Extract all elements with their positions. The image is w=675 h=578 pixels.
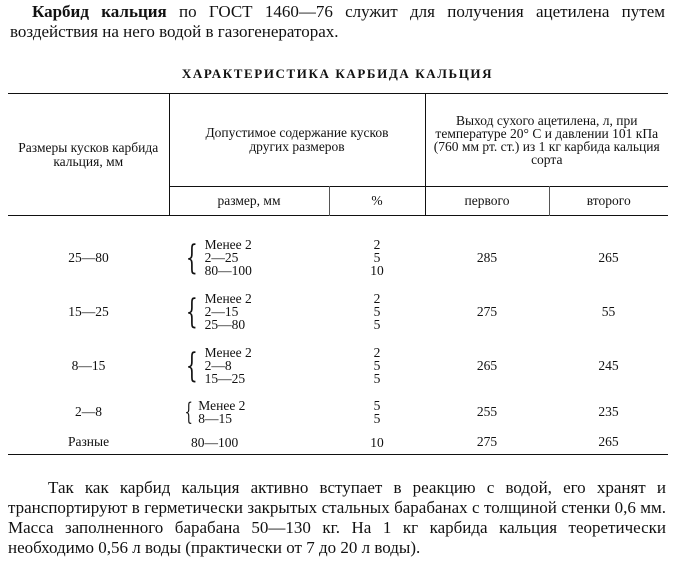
header-second: второго [549, 187, 668, 216]
table-row [8, 431, 668, 455]
intro-paragraph [10, 2, 665, 42]
pct-value: 10 [370, 263, 384, 278]
list-item: Менее 2 [204, 237, 252, 252]
yield-second: 235 [598, 403, 619, 419]
pct-value: 5 [373, 371, 381, 386]
list-item: Менее 2 [204, 345, 252, 360]
pct-value: 5 [373, 304, 381, 319]
header-sub-size: размер, мм [169, 187, 329, 216]
brace-icon: { [184, 397, 193, 426]
pct-value: 2 [373, 345, 381, 360]
pct-value: 5 [373, 358, 381, 373]
yield-first: 275 [476, 303, 498, 319]
row-size: 2—8 [75, 403, 102, 419]
list-item: 2—15 [204, 304, 239, 319]
list-item: 15—25 [204, 371, 246, 386]
brace-icon: { [185, 291, 198, 332]
brace-icon: { [185, 237, 198, 278]
header-sub-pct: % [329, 187, 425, 216]
yield-first: 255 [476, 403, 498, 419]
yield-second: 245 [598, 357, 619, 373]
pct-value: 5 [373, 250, 381, 265]
table-row [8, 393, 668, 431]
intro-term: Карбид кальция [32, 2, 167, 21]
list-item: 2—25 [204, 250, 239, 265]
list-item: 8—15 [198, 410, 233, 426]
row-size: 8—15 [71, 357, 106, 373]
list-item: 80—100 [191, 434, 239, 450]
row-size: 25—80 [68, 249, 109, 265]
header-yield: Выход сухого ацетилена, л, при температуре 20° С и давлении 101 кПа (760 мм рт. ст.) из 1 кг карбида кальция сорта [433, 113, 660, 167]
list-item: 80—100 [204, 263, 252, 278]
table-row [8, 285, 668, 339]
yield-second: 265 [598, 249, 619, 265]
pct-value: 2 [373, 291, 381, 306]
row-size: 15—25 [68, 303, 109, 319]
list-item: Менее 2 [204, 291, 252, 306]
list-item: Менее 2 [198, 397, 246, 413]
outro-paragraph: Так как карбид кальция активно вступает в реакцию с водой, его хранят и транспортируют в герметически закрытых стальных барабанах с толщиной стенки 0,6 мм. Масса заполненного барабана 50—130 кг. На 1 кг карбида кальция теоретически необходимо 0,56 л воды (практически от 7 до 20 л воды). [8, 478, 666, 557]
header-first: первого [425, 187, 549, 216]
yield-first: 265 [476, 357, 498, 373]
pct-value: 5 [373, 410, 381, 426]
yield-first: 285 [476, 249, 498, 265]
yield-second: 55 [601, 303, 616, 319]
yield-first: 275 [476, 434, 498, 450]
table-row [8, 231, 668, 285]
list-item: 25—80 [204, 317, 246, 332]
intro-text: по ГОСТ 1460—76 служит для получения ацетилена путем воздействия на него водой в газогенераторах. [10, 2, 665, 41]
pct-value: 10 [370, 434, 384, 450]
pct-value: 2 [373, 237, 381, 252]
list-item: 2—8 [204, 358, 232, 373]
header-allowed: Допустимое содержание кусков других размеров [169, 94, 425, 187]
pct-value: 5 [373, 397, 381, 413]
table-title: ХАРАКТЕРИСТИКА КАРБИДА КАЛЬЦИЯ [181, 66, 494, 81]
characteristics-table [8, 93, 668, 455]
pct-value: 5 [373, 317, 381, 332]
row-size: Разные [67, 434, 110, 450]
table-row [8, 339, 668, 393]
header-size: Размеры кусков карбида кальция, мм [8, 94, 169, 216]
yield-second: 265 [598, 434, 619, 450]
brace-icon: { [185, 345, 198, 386]
